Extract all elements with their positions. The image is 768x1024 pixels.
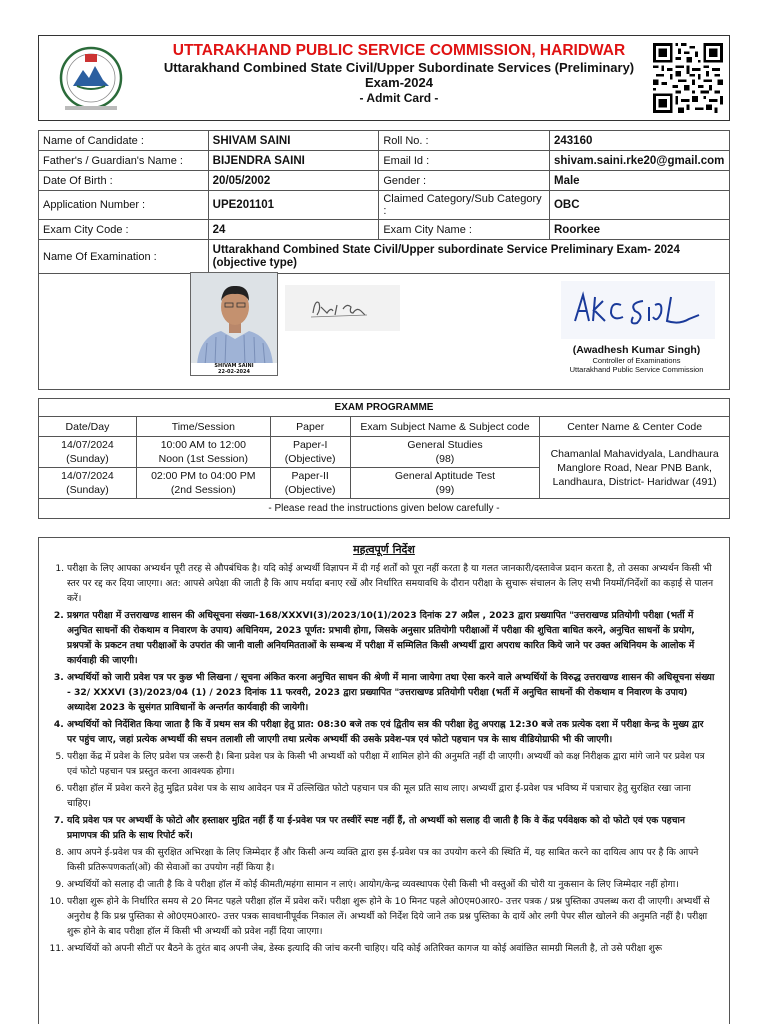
father-label: Father's / Guardian's Name : — [39, 151, 209, 171]
controller-designation: Controller of Examinations — [592, 356, 681, 365]
city-name-value: Roorkee — [549, 220, 729, 240]
photo-caption-name: SHIVAM SAINI — [214, 363, 254, 369]
session-value: (2nd Session) — [170, 484, 236, 496]
time-cell — [136, 468, 270, 499]
subject-value: General Aptitude Test — [394, 470, 496, 482]
subject-code-value: (98) — [435, 453, 455, 465]
date-cell — [39, 437, 137, 468]
date-cell — [39, 468, 137, 499]
list-item: 10. परीक्षा शुरू होने के निर्धारित समय से 20 मिनट पहले परीक्षा हॉल में प्रवेश करें। परीक्षा शुरू होने के 10 मिनट पहले ओ0एम0आर0- उत्तर पत्रक / प्रश्न पुस्तिका उपलब्ध करा दी जाएगी। अभ्यर्थी से अनुरोध है कि प्रश्न पुस्तिका से ओ0एम0आर0- उत्तर पत्रक सावधानीपूर्वक निकाल लें। अभ्यर्थी को निर्देश दिये जाने तक प्रश्न पुस्तिका के दायें ओर लगी पेपर सील खोलने की अनुमति नहीं है। परीक्षा शुरू होने के बाद परीक्षा हॉल में किसी भी अभ्यर्थी को प्रवेश नहीं दिया जाएगा। — [67, 894, 715, 939]
roll-label: Roll No. : — [379, 131, 550, 151]
father-value: BIJENDRA SAINI — [208, 151, 379, 171]
list-item: 11. अभ्यर्थियों को अपनी सीटों पर बैठने के तुरंत बाद अपनी जेब, डेस्क इत्यादि की जांच करनी चाहिए। यदि कोई अतिरिक्त कागज या कोई अवांछित सामग्री मिलती है, तो उसे परीक्षा शुरू — [67, 941, 715, 956]
table-row — [39, 191, 730, 220]
candidate-info-table — [38, 130, 730, 274]
name-value: SHIVAM SAINI — [208, 131, 379, 151]
column-header: Time/Session — [136, 417, 270, 437]
center-cell: Chamanlal Mahavidyala, Landhaura Manglore Road, Near PNB Bank, Landhaura, District- Haridwar (491) — [540, 437, 730, 499]
category-label: Claimed Category/Sub Category : — [379, 191, 550, 220]
paper-cell — [270, 437, 350, 468]
paper-value: Paper-II — [291, 470, 329, 482]
instructions-title: महत्वपूर्ण निर्देश — [353, 543, 415, 556]
session-value: Noon (1st Session) — [158, 453, 248, 465]
day-value: (Sunday) — [66, 453, 109, 465]
programme-title: EXAM PROGRAMME — [39, 399, 730, 417]
controller-organization: Uttarakhand Public Service Commission — [569, 365, 704, 374]
table-row — [39, 499, 730, 519]
exam-programme-table — [38, 398, 730, 519]
subject-code-value: (99) — [435, 484, 455, 496]
email-value: shivam.saini.rke20@gmail.com — [549, 151, 729, 171]
application-label: Application Number : — [39, 191, 209, 220]
table-row — [39, 151, 730, 171]
date-value: 14/07/2024 — [61, 439, 114, 451]
list-item: 8. आप अपने ई-प्रवेश पत्र की सुरक्षित अभिरक्षा के लिए जिम्मेदार हैं और किसी अन्य व्यक्ति द्वारा इस ई-प्रवेश पत्र का उपयोग करने की स्थिति में, यह साबित करने का दायित्व आप पर है कि आपने किसी प्रतिरूपणकर्ता(ओं) की सेवाओं का उपयोग नहीं किया है। — [67, 845, 715, 875]
date-value: 14/07/2024 — [61, 470, 114, 482]
paper-value: Paper-I — [292, 439, 328, 451]
table-row — [39, 437, 730, 468]
paper-cell — [270, 468, 350, 499]
dob-label: Date Of Birth : — [39, 171, 209, 191]
commission-title: UTTARAKHAND PUBLIC SERVICE COMMISSION, HARIDWAR — [172, 42, 626, 59]
controller-block — [549, 281, 724, 374]
table-row — [39, 131, 730, 151]
city-name-label: Exam City Name : — [379, 220, 550, 240]
exam-name-label: Name Of Examination : — [39, 240, 209, 274]
subject-cell — [350, 437, 540, 468]
list-item: 6. परीक्षा हॉल में प्रवेश करने हेतु मुद्रित प्रवेश पत्र के साथ आवेदन पत्र में उल्लिखित फोटो पहचान पत्र की मूल प्रति साथ लाए। अभ्यर्थी द्वारा ई-प्रवेश पत्र भविष्य में पत्राचार हेतु सुरक्षित रखा जाना चाहिए। — [67, 781, 715, 811]
instructions-note: - Please read the instructions given below carefully - — [39, 499, 730, 519]
paper-type-value: (Objective) — [284, 453, 336, 465]
gender-label: Gender : — [379, 171, 550, 191]
list-item: 9. अभ्यर्थियों को सलाह दी जाती है कि वे परीक्षा हॉल में कोई कीमती/महंगा सामान न लाएं। आयोग/केन्द्र व्यवस्थापक ऐसी किसी भी वस्तुओं की चोरी या नुकसान के लिए जिम्मेदार नहीं होगा। — [67, 877, 715, 892]
candidate-photo — [190, 272, 278, 376]
controller-name: (Awadhesh Kumar Singh) — [572, 344, 701, 356]
application-value: UPE201101 — [208, 191, 379, 220]
table-row — [39, 220, 730, 240]
controller-signature-icon — [549, 281, 724, 339]
paper-type-value: (Objective) — [284, 484, 336, 496]
qr-code-icon — [653, 41, 723, 115]
photo-caption — [191, 363, 277, 375]
name-label: Name of Candidate : — [39, 131, 209, 151]
photo-caption-date: 22-02-2024 — [218, 369, 250, 375]
photo-signature-section — [38, 265, 730, 390]
list-item: 5. परीक्षा केंद्र में प्रवेश के लिए प्रवेश पत्र जरूरी है। बिना प्रवेश पत्र के किसी भी अभ्यर्थी को परीक्षा में शामिल होने की अनुमति नहीं दी जाएगी। अभ्यर्थी को कक्ष निरीक्षक द्वारा मांगे जाने पर प्रवेश पत्र एवं फोटो पहचान पत्र प्रस्तुत करना आवश्यक होगा। — [67, 749, 715, 779]
admit-card-label: - Admit Card - — [359, 91, 439, 105]
candidate-signature-icon — [285, 285, 400, 331]
column-header: Exam Subject Name & Subject code — [350, 417, 540, 437]
instructions-section — [38, 537, 730, 1024]
list-item: 1. परीक्षा के लिए आपका अभ्यर्थन पूरी तरह से औपबंधिक है। यदि कोई अभ्यर्थी विज्ञापन में दी गई शर्तों को पूरा नहीं करता है या गलत जानकारी/दस्तावेज प्रदान करता है, तो उसका अभ्यर्थन किसी भी स्तर पर रद्द कर दिया जाएगा। अत: आपसे अपेक्षा की जाती है कि आप मर्यादा बनाए रखें और निर्धारित समयावधि के दौरान परीक्षा के सुचारू संचालन के लिए सभी नियमों/निर्देशों का कड़ाई से पालन करें। — [67, 561, 715, 606]
person-photo-icon — [191, 273, 278, 365]
subject-value: General Studies — [407, 439, 483, 451]
admit-card-header — [38, 35, 730, 121]
email-label: Email Id : — [379, 151, 550, 171]
time-value: 10:00 AM to 12:00 — [160, 439, 246, 451]
column-header: Center Name & Center Code — [540, 417, 730, 437]
roll-value: 243160 — [549, 131, 729, 151]
exam-name-value: Uttarakhand Combined State Civil/Upper subordinate Service Preliminary Exam- 2024 (objective type) — [208, 240, 729, 274]
exam-title: Uttarakhand Combined State Civil/Upper Subordinate Services (Preliminary) Exam-2024 — [163, 60, 635, 90]
instructions-list — [67, 561, 715, 956]
list-item: 3. अभ्यर्थियों को जारी प्रवेश पत्र पर कुछ भी लिखना / सूचना अंकित करना अनुचित साधन की श्रेणी में माना जायेगा तथा ऐसा करने वाले अभ्यर्थियों के विरुद्ध उत्तराखण्ड शासन की अधिसूचना संख्या - 32/ XXXVI (3)/2023/04 (1) / 2023 दिनांक 11 फरवरी, 2023 द्वारा प्रख्यापित "उत्तराखण्ड प्रतियोगी परीक्षा (भर्ती में अनुचित साधनों की रोकथाम व निवारण के उपाय) अध्यादेश 2023 के सुसंगत प्राविधानों के अन्तर्गत कार्यवाही की जायेगी। — [67, 670, 715, 715]
list-item: 4. अभ्यर्थियों को निर्देशित किया जाता है कि वें प्रथम सत्र की परीक्षा हेतु प्रात: 08:30 बजे तक एवं द्वितीय सत्र की परीक्षा हेतु अपराह्न 12:30 बजे तक प्रत्येक दशा में परीक्षा केन्द्र के मुख्य द्वार पर पहुंच जाए, जहां प्रत्येक अभ्यर्थी की सघन तलाशी ली जाएगी तथा प्रत्येक अभ्यर्थी की उसके प्रवेश-पत्र एवं फोटो पहचान पत्र के साथ वीडियोग्राफी भी की जाएगी। — [67, 717, 715, 747]
city-code-label: Exam City Code : — [39, 220, 209, 240]
table-row — [39, 171, 730, 191]
table-row — [39, 399, 730, 417]
time-cell — [136, 437, 270, 468]
commission-emblem-icon — [45, 40, 137, 118]
column-header: Date/Day — [39, 417, 137, 437]
gender-value: Male — [549, 171, 729, 191]
subject-cell — [350, 468, 540, 499]
list-item: 7. यदि प्रवेश पत्र पर अभ्यर्थी के फोटो और हस्ताक्षर मुद्रित नहीं हैं या ई-प्रवेश पत्र पर तस्वीरें स्पष्ट नहीं हैं, तो अभ्यर्थी को सलाह दी जाती है कि वे केंद्र पर्यवेक्षक को दो फोटो एवं एक पहचान प्रमाणपत्र की प्रति के साथ रिपोर्ट करें। — [67, 813, 715, 843]
title-block — [143, 42, 655, 106]
column-header: Paper — [270, 417, 350, 437]
time-value: 02:00 PM to 04:00 PM — [151, 470, 256, 482]
list-item: 2. प्रश्नगत परीक्षा में उत्तराखण्ड शासन की अधिसूचना संख्या-168/XXXVI(3)/2023/10(1)/2023 दिनांक 27 अप्रैल , 2023 द्वारा प्रख्यापित "उत्तराखण्ड प्रतियोगी परीक्षा (भर्ती में अनुचित साधनों की रोकथाम व निवारण के उपाय) अधिनियम, 2023 पूर्णत: प्रभावी होगा, जिसके अनुसार प्रतियोगी परीक्षाओं में परीक्षा की शुचिता बाधित करने, अनुचित साधनों के प्रयोग, प्रश्नपत्रों के प्रकटन तथा परीक्षाओं के उपरांत की जानी वाली अनियमितताओं के सम्बन्ध में परीक्षा में सम्मिलित किसी अभ्यर्थी द्वारा अपराध कारित किये जाने पर उक्त अधिनियम के आलोक में कार्यवाही की जाएगी। — [67, 608, 715, 668]
city-code-value: 24 — [208, 220, 379, 240]
day-value: (Sunday) — [66, 484, 109, 496]
category-value: OBC — [549, 191, 729, 220]
table-header-row — [39, 417, 730, 437]
dob-value: 20/05/2002 — [208, 171, 379, 191]
